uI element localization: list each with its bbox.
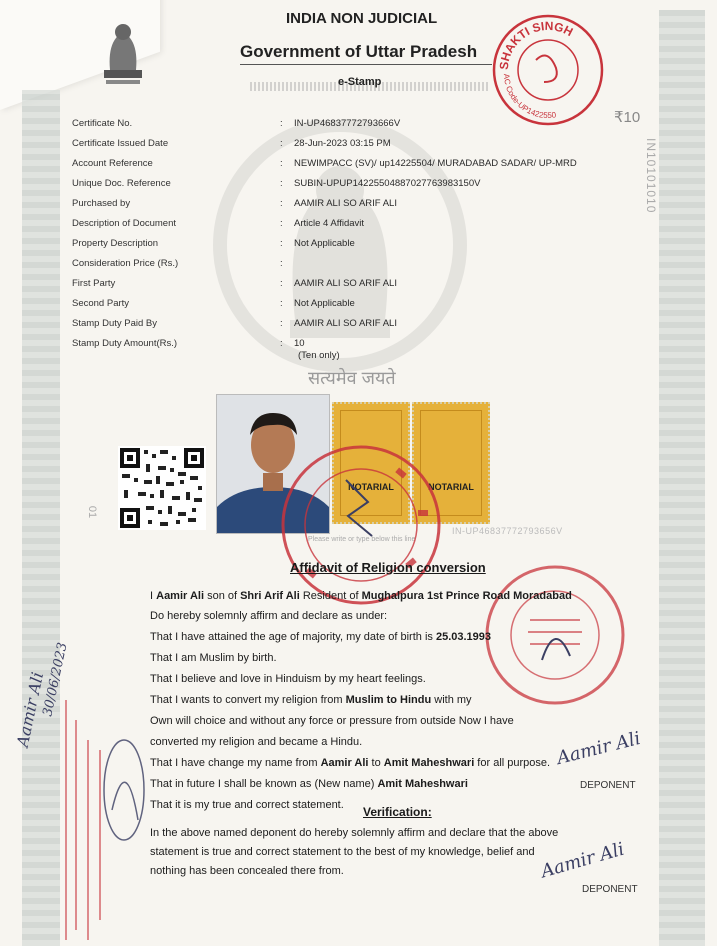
field-label: Certificate Issued Date [72,138,169,149]
watermark-motto: सत्यमेव जयते [308,368,396,388]
stamp-duty-words-row [72,350,632,370]
verification-line: statement is true and correct statement to the best of my knowledge, belief and [150,846,535,858]
field-row: Stamp Duty Paid By : AAMIR ALI SO ARIF ALI [72,318,397,329]
field-row: Description of Document : Article 4 Affidavit [72,218,365,229]
field-value: AAMIR ALI SO ARIF ALI [294,198,397,209]
document-title: INDIA NON JUDICIAL [286,10,438,27]
side-mark: 01 [86,505,99,519]
notarial-stamp-label: NOTARIAL [428,482,474,492]
affidavit-line: Own will choice and without any force or pressure from outside Now I have [150,715,514,727]
affidavit-line: That I believe and love in Hinduism by my heart feelings. [150,673,426,685]
affidavit-line: That I have attained the age of majority, my date of birth is 25.03.1993 [150,631,492,643]
seal-top-text: SHAKTI SINGH [496,18,576,71]
field-row: Certificate No. : IN-UP46837772793666V [72,118,401,129]
field-label: First Party [72,278,116,289]
affidavit-line: That I wants to convert my religion from Muslim to Hindu with my [150,694,472,706]
field-value: Not Applicable [294,298,355,309]
stamp-value-mark: ₹10 [614,109,641,126]
field-value: Not Applicable [294,238,355,249]
affidavit-line: That in future I shall be known as (New name) Amit Maheshwari [150,778,468,790]
field-row: Unique Doc. Reference : SUBIN-UPUP14225504887027763983150V [72,178,481,189]
field-value: AAMIR ALI SO ARIF ALI [294,278,397,289]
field-label: Purchased by [72,198,131,209]
field-value: 28-Jun-2023 03:15 PM [294,138,391,149]
side-serial-number: IN10101010 [644,138,658,214]
verification-title: Verification: [363,805,432,819]
certificate-number-tiny: IN-UP46837772793656V [452,526,563,536]
field-value: 10 [294,338,305,349]
verification-line: nothing has been concealed there from. [150,865,344,877]
seal-bottom-text: AC Code-UP1422550 [501,73,557,121]
affidavit-line: converted my religion and became a Hindu. [150,736,363,748]
field-value: AAMIR ALI SO ARIF ALI [294,318,397,329]
deponent-label: DEPONENT [580,780,636,791]
stamp-duty-words: (Ten only) [298,350,340,361]
affidavit-title: Affidavit of Religion conversion [290,560,486,575]
field-value: NEWIMPACC (SV)/ up14225504/ MURADABAD SADAR/ UP-MRD [294,158,577,169]
notary-seal [480,560,630,710]
deponent-label: DEPONENT [582,884,638,895]
field-label: Certificate No. [72,118,133,129]
government-name: Government of Uttar Pradesh [240,42,478,61]
field-label: Stamp Duty Paid By [72,318,158,329]
field-row: Consideration Price (Rs.) : [72,258,283,269]
qr-code-icon [118,446,206,530]
field-row: Property Description : Not Applicable [72,238,355,249]
right-security-border [659,10,705,946]
write-below-caption: Please write or type below this line [308,536,416,543]
svg-text:AC Code-UP1422550 [502,74,557,121]
deponent-signature: Aamir Ali [538,838,627,883]
left-security-border [22,90,60,946]
notarial-stamp-label: NOTARIAL [348,482,394,492]
field-row: Purchased by : AAMIR ALI SO ARIF ALI [72,198,397,209]
header-underline [240,64,492,65]
deponent-signature: Aamir Ali [554,727,643,770]
field-row: Certificate Issued Date : 28-Jun-2023 03:15 PM [72,138,391,149]
field-value: SUBIN-UPUP14225504887027763983150V [294,178,481,189]
stamp-vendor-seal [490,12,606,128]
side-signature: Aamir Ali [12,670,48,749]
side-date: 30/06/2023 [40,641,71,718]
field-value: Article 4 Affidavit [294,218,365,229]
e-stamp-label: e-Stamp [338,76,382,88]
field-row: First Party : AAMIR ALI SO ARIF ALI [72,278,397,289]
field-row: Account Reference : NEWIMPACC (SV)/ up14225504/ MURADABAD SADAR/ UP-MRD [72,158,577,169]
verification-line: In the above named deponent do hereby solemnly affirm and declare that the above [150,827,559,839]
national-emblem-icon [100,18,146,90]
field-row: Second Party : Not Applicable [72,298,355,309]
affidavit-line: That it is my true and correct statement. [150,799,344,811]
field-label: Consideration Price (Rs.) [72,258,179,269]
field-label: Description of Document [72,218,177,229]
register-stamp-marks [60,690,150,946]
field-label: Account Reference [72,158,153,169]
field-label: Second Party [72,298,130,309]
field-label: Unique Doc. Reference [72,178,171,189]
affidavit-line: I Aamir Ali son of Shri Arif Ali Resident of Mughalpura 1st Prince Road Moradabad [150,590,572,602]
field-value: IN-UP46837772793666V [294,118,401,129]
field-label: Property Description [72,238,159,249]
affidavit-line: That I am Muslim by birth. [150,652,277,664]
field-row: Stamp Duty Amount(Rs.) : 10 [72,338,305,349]
affidavit-line: That I have change my name from Aamir Ali to Amit Maheshwari for all purpose. [150,757,551,769]
field-label: Stamp Duty Amount(Rs.) [72,338,178,349]
notary-seal [276,440,446,610]
affidavit-line: Do hereby solemnly affirm and declare as under: [150,610,388,622]
